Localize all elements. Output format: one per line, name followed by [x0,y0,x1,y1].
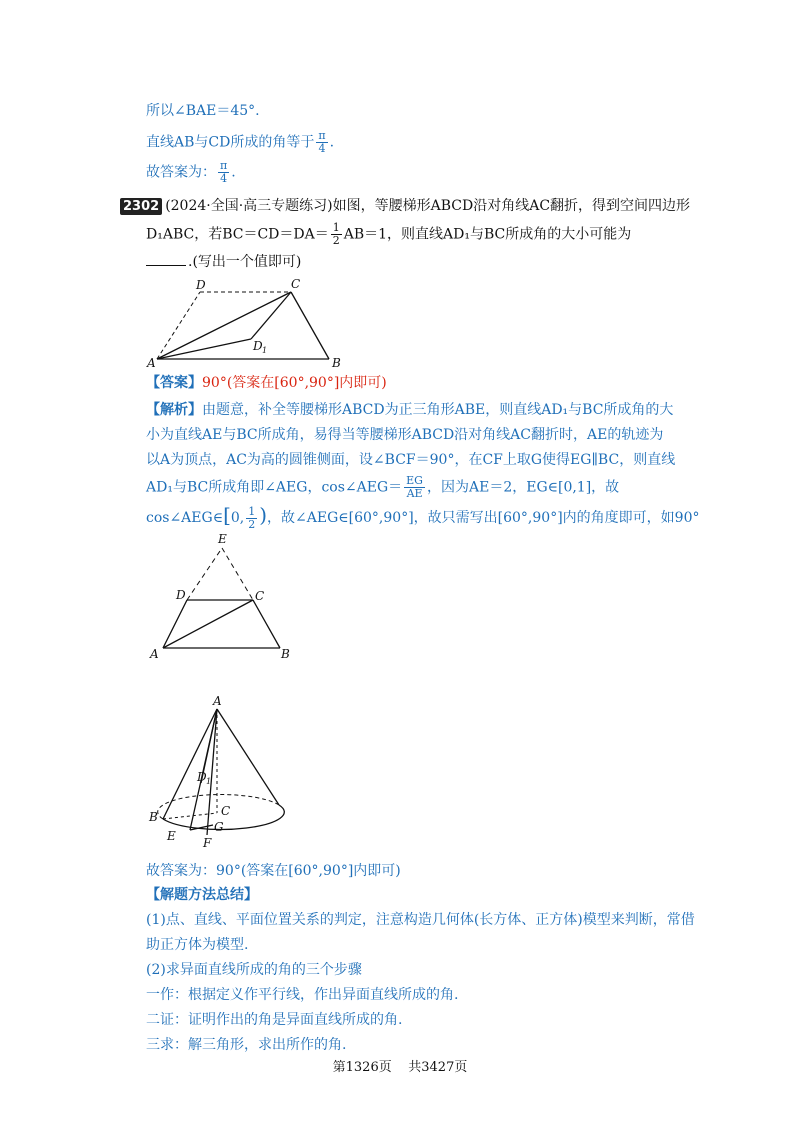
edge-EC [222,548,253,600]
analysis-text-4b: ，因为AE＝2，EG∈[0,1]，故 [426,479,620,496]
answer-blank [146,265,186,266]
problem-line-3 [146,252,301,272]
conclusion-line: 故答案为：90°(答案在[60°,90°]内即可) [146,863,401,879]
prev-line-3-text: 故答案为： [146,164,216,181]
analysis-label: 【解析】 [146,402,202,418]
summary-line-4: 一作：根据定义作平行线，作出异面直线所成的角. [146,987,459,1003]
interval-right-bracket: ) [259,503,268,527]
summary-line-2: 助正方体为模型. [146,937,249,953]
frac-num: π [220,159,228,172]
interval-zero: 0, [230,510,245,526]
edge-CB [253,600,280,648]
summary-line-1: (1)点、直线、平面位置关系的判定，注意构造几何体(长方体、正方体)模型来判断，常借 [146,912,695,928]
edge-AC [163,600,253,648]
frac-num: 1 [248,504,256,518]
fraction-pi-over-4 [218,160,229,185]
summary-line-6: 三求：解三角形，求出所作的角. [146,1037,347,1053]
page-footer [0,1056,800,1075]
label-C: C [255,589,265,603]
analysis-line-3: 以A为顶点，AC为高的圆锥侧面，设∠BCF＝90°，在CF上取G使得EG∥BC，则直线 [146,452,676,468]
edge-D1C [251,292,291,339]
analysis-line-2: 小为直线AE与BC所成角，易得当等腰梯形ABCD沿对角线AC翻折时，AE的轨迹为 [146,427,664,443]
label-D1: D [197,770,207,784]
analysis-line-4 [146,475,619,500]
problem-text-3: .(写出一个值即可) [188,254,302,270]
summary-line-5: 二证：证明作出的角是异面直线所成的角. [146,1012,403,1028]
problem-line-2 [146,222,631,247]
label-C: C [221,804,231,818]
analysis-text-4a: AD₁与BC所成角即∠AEG，cos∠AEG＝ [146,479,403,496]
label-F: F [203,836,212,850]
label-A: A [147,356,156,370]
figure-folded-trapezoid [145,275,355,370]
summary-line-3: (2)求异面直线所成的角的三个步骤 [146,962,362,978]
problem-text-1: 如图，等腰梯形ABCD沿对角线AC翻折，得到空间四边形 [332,198,691,214]
prev-line-3-end: . [231,164,236,181]
prev-line-3 [146,160,236,185]
label-D1-sub: 1 [206,777,212,786]
edge-DE [187,548,222,600]
label-D: D [196,278,206,292]
fraction-pi-over-4 [316,130,327,155]
label-A: A [150,647,159,661]
label-E: E [218,532,227,546]
answer-value: 90° [202,375,227,391]
fraction-EG-over-AE [404,475,425,500]
frac-den: AE [406,487,423,500]
analysis-text-1: 由题意，补全等腰梯形ABCD为正三角形ABE，则直线AD₁与BC所成角的大 [202,402,674,418]
answer-line [146,373,387,393]
edge-AD1 [157,339,251,359]
label-B: B [332,356,341,370]
slant-AB [163,709,217,819]
frac-num: EG [406,474,423,487]
page-number: 第1326页 [332,1060,392,1075]
edge-AD [163,600,187,648]
problem-line-1 [120,196,690,216]
analysis-text-5b: ，故∠AEG∈[60°,90°]，故只需写出[60°,90°]内的角度即可，如90° [267,510,700,526]
label-B: B [281,647,290,661]
prev-line-1: 所以∠BAE＝45°. [146,103,260,119]
page-total: 共3427页 [408,1060,468,1075]
problem-text-2a: D₁ABC，若BC＝CD＝DA＝ [146,226,329,243]
cone-base-back [158,795,279,819]
label-D1: D [253,339,263,353]
label-G: G [214,820,224,834]
label-E: E [167,829,176,843]
edge-CB [291,292,329,359]
frac-num: 1 [332,221,340,234]
interval-left-bracket: [ [223,503,231,527]
label-D1-sub: 1 [262,346,268,355]
label-C: C [291,277,301,291]
frac-den: 2 [332,234,340,247]
problem-text-2b: AB＝1，则直线AD₁与BC所成角的大小可能为 [343,226,632,243]
figure-equilateral-triangle [145,530,295,665]
frac-num: π [318,129,326,142]
answer-note: (答案在[60°,90°]内即可) [226,375,387,391]
analysis-line-1 [146,400,673,420]
problem-number-badge: 2302 [120,198,162,215]
figure-cone [145,695,295,850]
frac-den: 2 [248,517,256,531]
label-B: B [149,810,158,824]
prev-line-2 [146,130,334,155]
problem-source: (2024·全国·高三专题练习) [165,198,333,214]
edge-AC [157,292,291,359]
fraction-one-half [331,222,342,247]
prev-line-2-end: . [329,134,335,151]
fraction-one-half [246,506,257,531]
slant-right [217,709,279,805]
frac-den: 4 [220,172,228,185]
analysis-line-5 [146,505,699,531]
label-D: D [176,588,186,602]
analysis-text-5a: cos∠AEG∈ [146,510,224,526]
prev-line-2-text: 直线AB与CD所成的角等于 [146,134,315,151]
edge-AF [207,709,217,835]
summary-label: 【解题方法总结】 [146,887,258,903]
label-A: A [213,695,222,708]
frac-den: 4 [318,142,326,155]
answer-label: 【答案】 [146,375,202,391]
